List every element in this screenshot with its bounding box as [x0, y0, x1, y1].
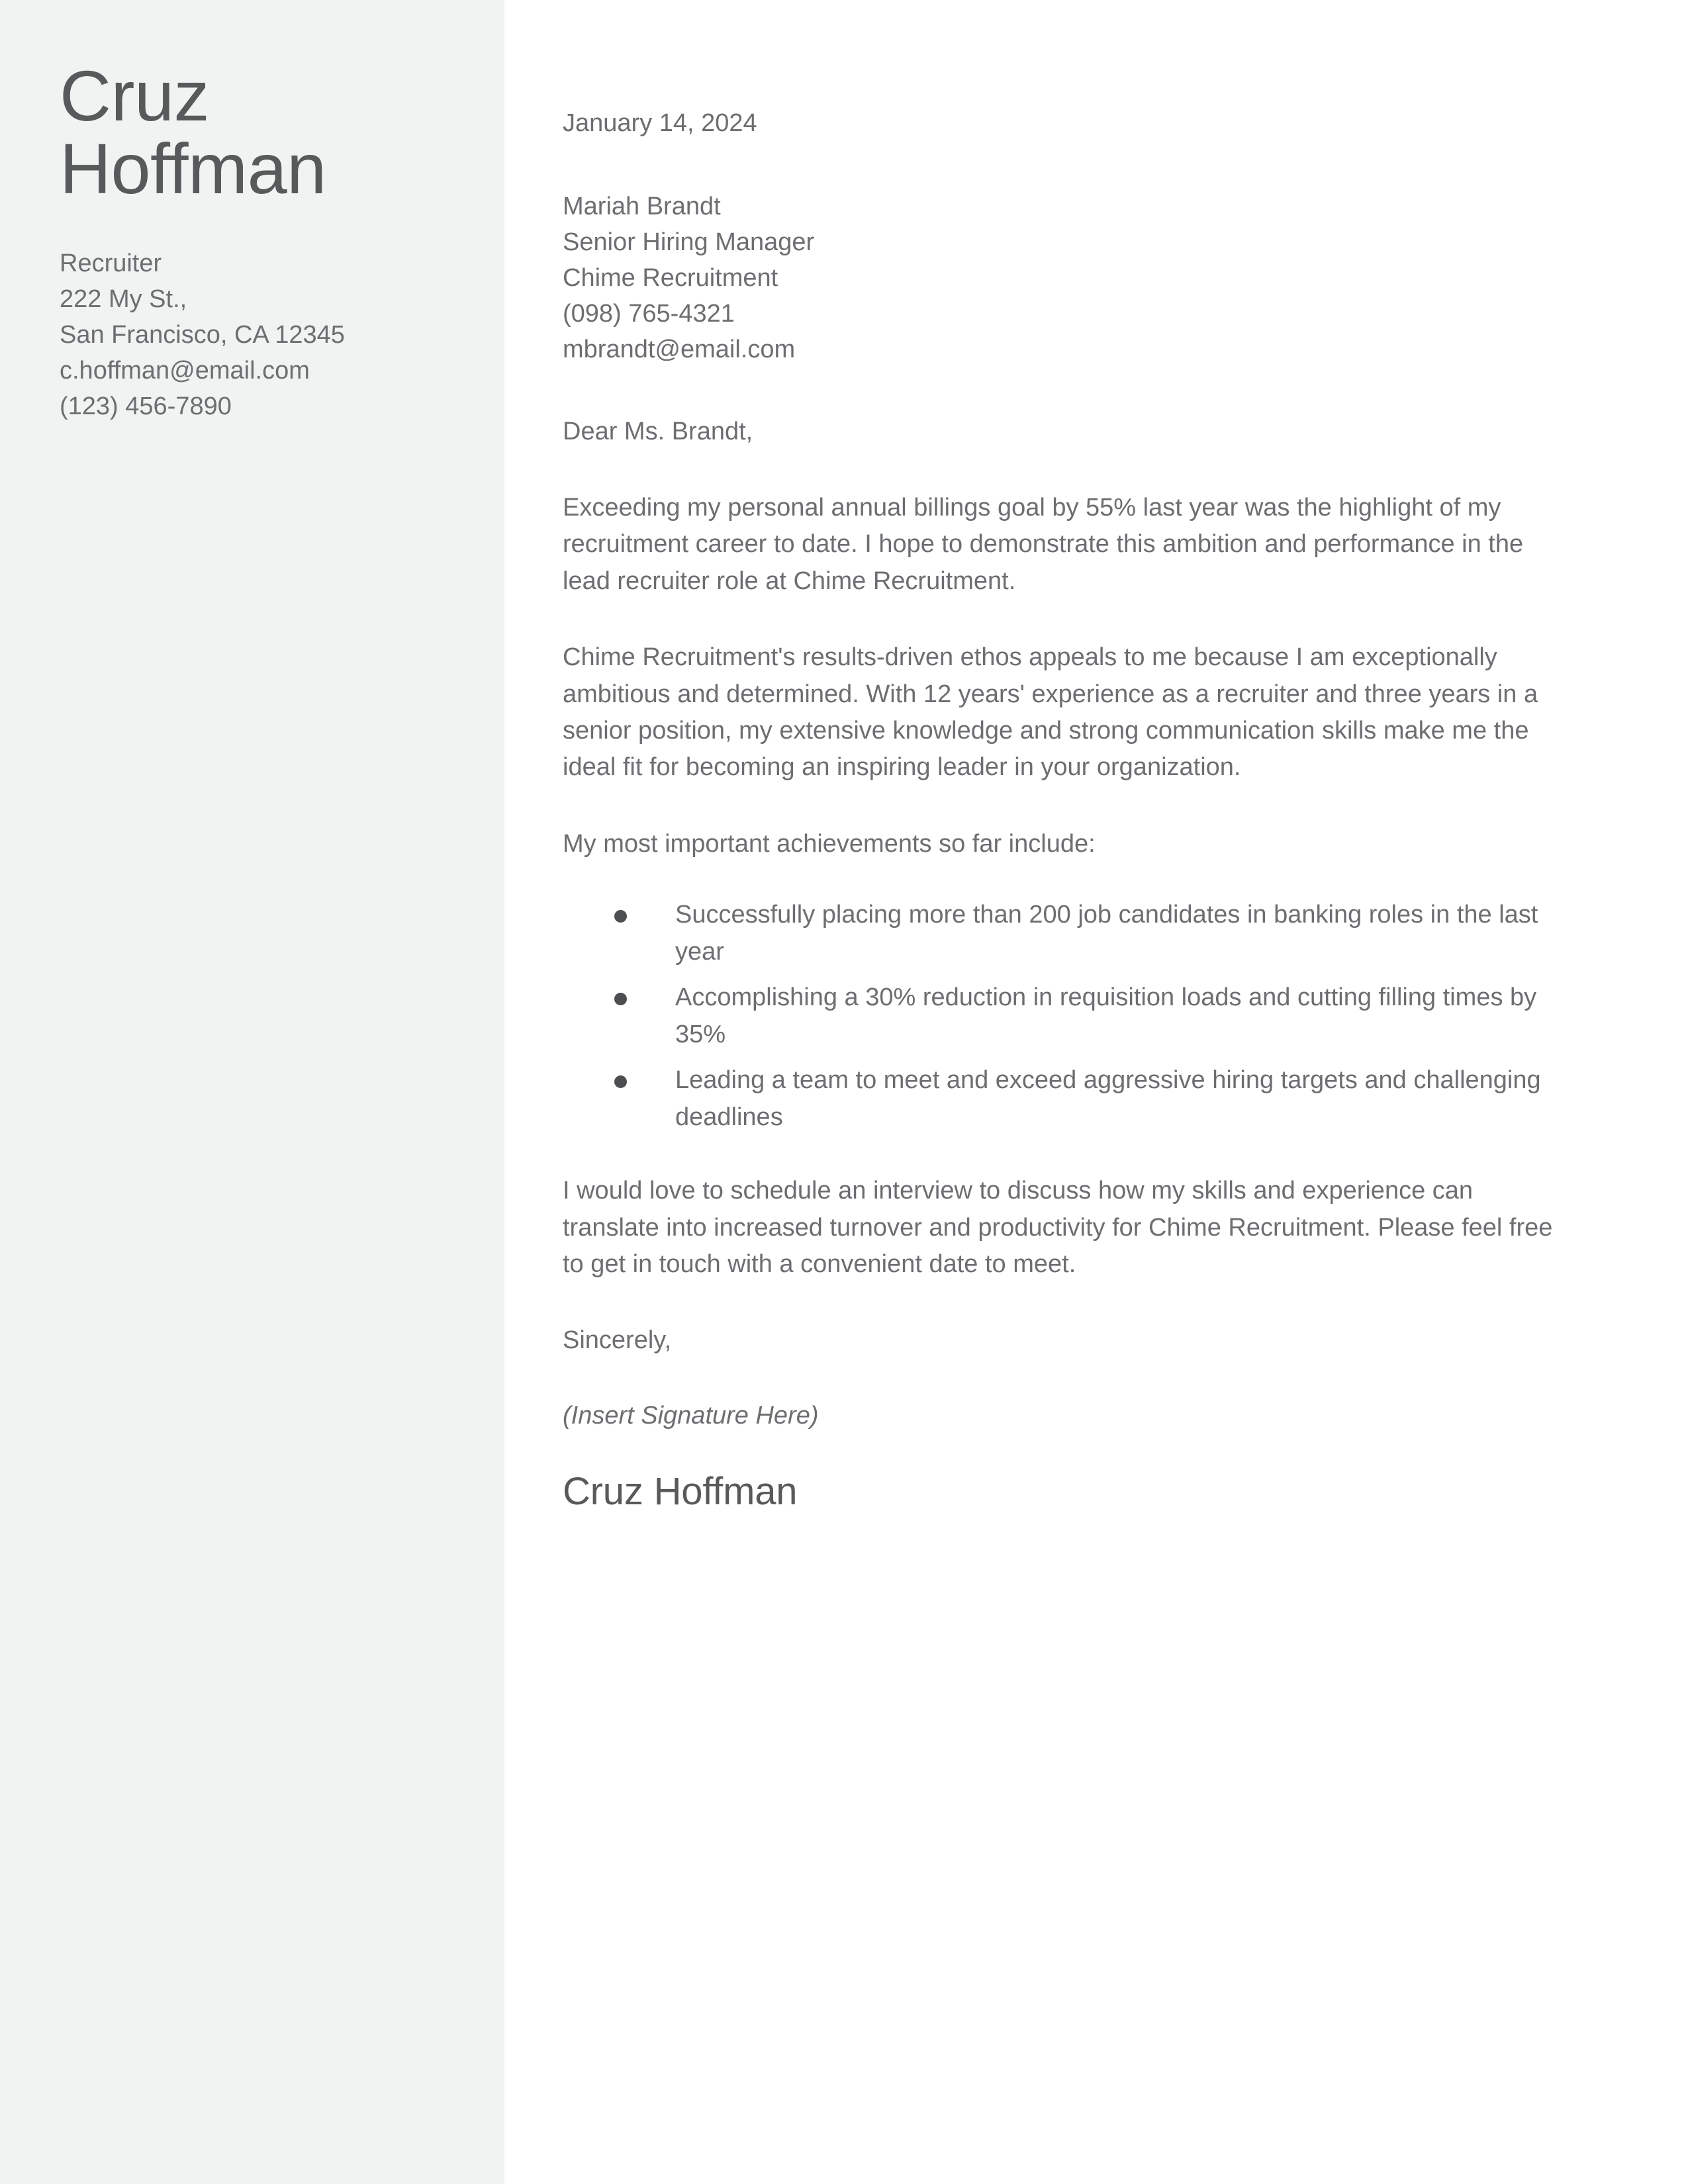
signature-placeholder: (Insert Signature Here): [563, 1401, 819, 1430]
applicant-first-name: Cruz: [60, 56, 210, 136]
recipient-email: mbrandt@email.com: [563, 335, 796, 363]
achievements-intro: My most important achievements so far include:: [563, 829, 1096, 858]
applicant-last-name: Hoffman: [60, 128, 326, 209]
list-item-label: Successfully placing more than 200 job candidates in banking roles in the last year: [675, 901, 1538, 966]
list-item-label: Accomplishing a 30% reduction in requisition loads and cutting filling times by 35%: [675, 983, 1537, 1048]
applicant-phone: (123) 456-7890: [60, 392, 232, 421]
paragraph-motivation: Chime Recruitment's results-driven ethos appeals to me because I am exceptionally ambitious and determined. With 12 years' experience as a recruiter and three years in a senior position, my extensive knowledge and strong communication skills make me the ideal fit for becoming an inspiring leader in your organization.: [563, 643, 1538, 782]
letter-body: [504, 0, 1688, 2184]
list-item: [563, 897, 1562, 970]
closing-salutation: Sincerely,: [563, 1326, 672, 1354]
applicant-name-header: [60, 56, 458, 209]
applicant-city-state-zip: San Francisco, CA 12345: [60, 321, 345, 349]
recipient-job-title: Senior Hiring Manager: [563, 228, 815, 256]
list-item: [563, 979, 1562, 1053]
sidebar: [0, 0, 504, 2184]
salutation: Dear Ms. Brandt,: [563, 417, 753, 445]
paragraph-call-to-action: I would love to schedule an interview to discuss how my skills and experience can translate into increased turnover and productivity for Chime Recruitment. Please feel free to get in touch with a convenient date to meet.: [563, 1177, 1553, 1279]
recipient-phone: (098) 765-4321: [563, 299, 735, 328]
achievements-list: [563, 897, 1562, 1136]
applicant-street-address: 222 My St.,: [60, 285, 187, 314]
bullet-dot-icon: [614, 993, 627, 1005]
list-item: [563, 1062, 1562, 1136]
recipient-block: [563, 189, 1562, 368]
list-item-label: Leading a team to meet and exceed aggressive hiring targets and challenging deadlines: [675, 1066, 1541, 1131]
signature-name: Cruz Hoffman: [563, 1469, 798, 1513]
recipient-name: Mariah Brandt: [563, 192, 721, 220]
bullet-dot-icon: [614, 910, 627, 923]
applicant-job-title: Recruiter: [60, 250, 162, 278]
applicant-contact-block: [60, 246, 458, 425]
recipient-company: Chime Recruitment: [563, 263, 778, 292]
letter-date: January 14, 2024: [563, 109, 757, 137]
bullet-dot-icon: [614, 1075, 627, 1088]
applicant-email: c.hoffman@email.com: [60, 357, 310, 385]
paragraph-intro: Exceeding my personal annual billings goal by 55% last year was the highlight of my recruitment career to date. I hope to demonstrate this ambition and performance in the lead recruiter role at Chime Recruitment.: [563, 493, 1524, 595]
